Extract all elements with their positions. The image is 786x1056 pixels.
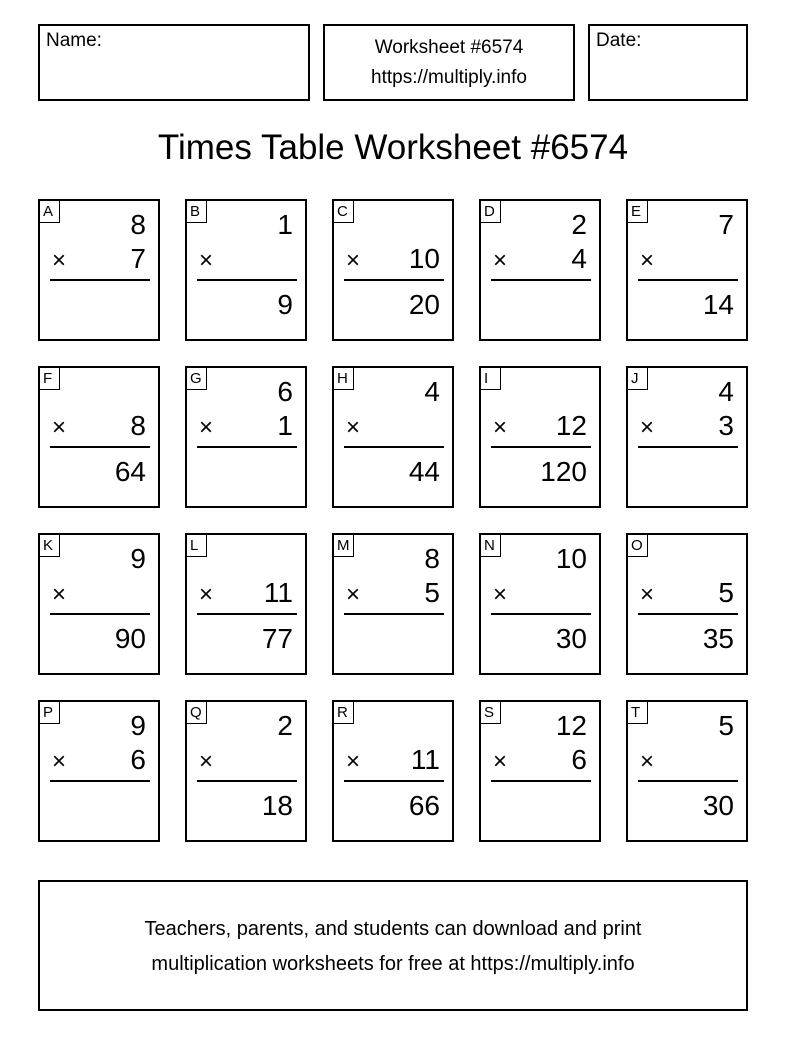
- times-sign: ×: [346, 581, 361, 608]
- bottom-number: 8: [130, 410, 146, 441]
- problem-card: [332, 700, 454, 842]
- answer: 77: [261, 623, 293, 654]
- problem-letter: Q: [187, 702, 207, 724]
- problem-letter: A: [40, 201, 60, 223]
- date-box[interactable]: [588, 24, 748, 101]
- answer: 30: [555, 623, 587, 654]
- times-sign: ×: [493, 414, 508, 441]
- top-number: 5: [718, 710, 734, 741]
- answer-rule: [50, 279, 150, 281]
- problem-letter: D: [481, 201, 501, 223]
- bottom-number: 5: [424, 577, 440, 608]
- problem-card: [185, 533, 307, 675]
- answer: 20: [408, 289, 440, 320]
- problem-letter: I: [481, 368, 501, 390]
- top-number: 2: [571, 209, 587, 240]
- problem-card: [38, 366, 160, 508]
- times-sign: ×: [52, 748, 67, 775]
- problem-card: [185, 366, 307, 508]
- problem-card: [332, 199, 454, 341]
- problem-grid: [38, 199, 748, 842]
- problem-card: [185, 199, 307, 341]
- times-sign: ×: [640, 247, 655, 274]
- answer: 64: [114, 456, 146, 487]
- top-number: 7: [718, 209, 734, 240]
- problem-card: [626, 199, 748, 341]
- problem-letter: N: [481, 535, 501, 557]
- top-number: 8: [130, 209, 146, 240]
- top-number: 9: [130, 543, 146, 574]
- bottom-number: 10: [408, 243, 440, 274]
- times-sign: ×: [199, 748, 214, 775]
- worksheet-number: Worksheet #6574: [374, 37, 524, 58]
- answer-rule: [197, 780, 297, 782]
- bottom-number: 1: [277, 410, 293, 441]
- answer-rule: [491, 613, 591, 615]
- times-sign: ×: [346, 247, 361, 274]
- top-number: 6: [277, 376, 293, 407]
- problem-card: [38, 199, 160, 341]
- problem-letter: B: [187, 201, 207, 223]
- problem-letter: S: [481, 702, 501, 724]
- answer: 9: [277, 289, 293, 320]
- problem-letter: C: [334, 201, 354, 223]
- problem-card: [479, 533, 601, 675]
- top-number: 12: [555, 710, 587, 741]
- answer-rule: [344, 780, 444, 782]
- answer-rule: [638, 279, 738, 281]
- answer-rule: [491, 446, 591, 448]
- problem-card: [479, 199, 601, 341]
- times-sign: ×: [52, 581, 67, 608]
- times-sign: ×: [640, 581, 655, 608]
- times-sign: ×: [52, 414, 67, 441]
- bottom-number: 3: [718, 410, 734, 441]
- name-label: Name:: [46, 30, 102, 51]
- footer-line-2: multiplication worksheets for free at https://multiply.info: [151, 953, 635, 975]
- answer-rule: [344, 446, 444, 448]
- answer: 120: [540, 456, 587, 487]
- answer-rule: [344, 279, 444, 281]
- problem-letter: T: [628, 702, 648, 724]
- top-number: 10: [555, 543, 587, 574]
- answer: 35: [702, 623, 734, 654]
- problem-card: [626, 366, 748, 508]
- times-sign: ×: [199, 247, 214, 274]
- problem-letter: L: [187, 535, 207, 557]
- name-box[interactable]: [38, 24, 310, 101]
- problem-letter: R: [334, 702, 354, 724]
- times-sign: ×: [346, 414, 361, 441]
- times-sign: ×: [52, 247, 67, 274]
- problem-card: [479, 366, 601, 508]
- answer-rule: [197, 446, 297, 448]
- answer-rule: [197, 613, 297, 615]
- answer: 66: [408, 790, 440, 821]
- bottom-number: 4: [571, 243, 587, 274]
- problem-letter: O: [628, 535, 648, 557]
- answer: 44: [408, 456, 440, 487]
- problem-card: [626, 533, 748, 675]
- times-sign: ×: [199, 414, 214, 441]
- answer-rule: [491, 780, 591, 782]
- problem-letter: P: [40, 702, 60, 724]
- problem-card: [38, 700, 160, 842]
- date-label: Date:: [596, 30, 642, 51]
- answer-rule: [50, 613, 150, 615]
- footer-box: [38, 880, 748, 1011]
- times-sign: ×: [199, 581, 214, 608]
- times-sign: ×: [640, 748, 655, 775]
- footer-line-1: Teachers, parents, and students can download and print: [144, 918, 642, 940]
- answer-rule: [638, 446, 738, 448]
- bottom-number: 7: [130, 243, 146, 274]
- bottom-number: 12: [555, 410, 587, 441]
- answer: 90: [114, 623, 146, 654]
- problem-card: [332, 366, 454, 508]
- answer-rule: [491, 279, 591, 281]
- times-sign: ×: [493, 748, 508, 775]
- problem-card: [479, 700, 601, 842]
- problem-letter: J: [628, 368, 648, 390]
- page-title: Times Table Worksheet #6574: [157, 128, 629, 167]
- problem-card: [185, 700, 307, 842]
- answer-rule: [197, 279, 297, 281]
- worksheet-url: https://multiply.info: [371, 67, 527, 88]
- answer-rule: [50, 780, 150, 782]
- problem-letter: E: [628, 201, 648, 223]
- bottom-number: 11: [263, 577, 293, 608]
- top-number: 9: [130, 710, 146, 741]
- times-sign: ×: [493, 247, 508, 274]
- bottom-number: 6: [130, 744, 146, 775]
- top-number: 2: [277, 710, 293, 741]
- times-sign: ×: [493, 581, 508, 608]
- problem-letter: K: [40, 535, 60, 557]
- problem-letter: G: [187, 368, 207, 390]
- answer: 14: [702, 289, 734, 320]
- answer-rule: [344, 613, 444, 615]
- answer-rule: [50, 446, 150, 448]
- answer: 18: [261, 790, 293, 821]
- answer: 30: [702, 790, 734, 821]
- top-number: 8: [424, 543, 440, 574]
- bottom-number: 6: [571, 744, 587, 775]
- problem-letter: H: [334, 368, 354, 390]
- problem-card: [626, 700, 748, 842]
- worksheet-id-box: [323, 24, 575, 101]
- top-number: 1: [277, 209, 293, 240]
- answer-rule: [638, 780, 738, 782]
- top-number: 4: [718, 376, 734, 407]
- answer-rule: [638, 613, 738, 615]
- bottom-number: 5: [718, 577, 734, 608]
- problem-letter: F: [40, 368, 60, 390]
- top-number: 4: [424, 376, 440, 407]
- problem-card: [332, 533, 454, 675]
- times-sign: ×: [640, 414, 655, 441]
- bottom-number: 11: [410, 744, 440, 775]
- problem-letter: M: [334, 535, 354, 557]
- times-sign: ×: [346, 748, 361, 775]
- problem-card: [38, 533, 160, 675]
